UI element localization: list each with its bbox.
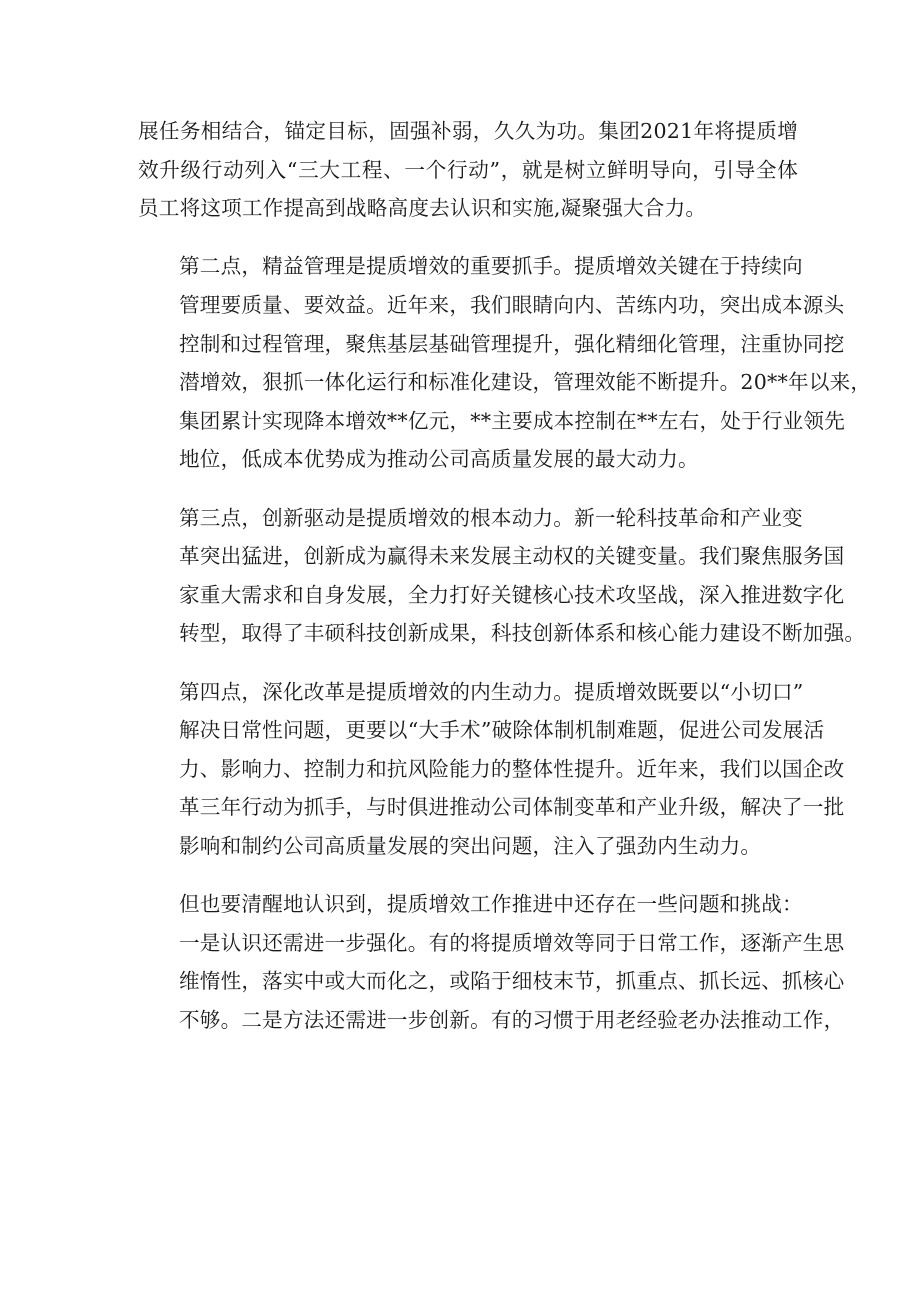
paragraph: [138, 673, 845, 866]
text-line: 但也要清醒地认识到，提质增效工作推进中还存在一些问题和挑战：: [179, 892, 803, 917]
paragraph: [138, 499, 866, 653]
text-line: 影响和制约公司高质量发展的突出问题，注入了强劲内生动力。: [179, 833, 762, 858]
text-line: 解决日常性问题，更要以“大手术”破除体制机制难题，促进公司发展活: [179, 718, 825, 743]
text-line: 员工将这项工作提高到战略高度去认识和实施,凝聚强大合力。: [138, 196, 707, 221]
text-line: 力、影响力、控制力和抗风险能力的整体性提升。近年来，我们以国企改: [179, 756, 845, 781]
text-line: 管理要质量、要效益。近年来，我们眼睛向内、苦练内功，突出成本源头: [179, 292, 845, 317]
text-line: 第三点，创新驱动是提质增效的根本动力。新一轮科技革命和产业变: [179, 505, 803, 530]
text-line: 控制和过程管理，聚焦基层基础管理提升，强化精细化管理，注重协同挖: [179, 331, 845, 356]
text-line: 效升级行动列入“三大工程、一个行动”，就是树立鲜明导向，引导全体: [138, 157, 798, 182]
paragraph: [138, 247, 872, 479]
text-line: 地位，低成本优势成为推动公司高质量发展的最大动力。: [179, 447, 699, 472]
text-line: 第二点，精益管理是提质增效的重要抓手。提质增效关键在于持续向: [179, 254, 803, 279]
text-line: 家重大需求和自身发展，全力打好关键核心技术攻坚战，深入推进数字化: [179, 582, 845, 607]
paragraph: [138, 112, 798, 228]
text-line: 转型，取得了丰硕科技创新成果，科技创新体系和核心能力建设不断加强。: [179, 621, 866, 646]
paragraph: [138, 885, 845, 1039]
text-line: 革三年行动为抓手，与时俱进推动公司体制变革和产业升级，解决了一批: [179, 795, 845, 820]
text-line: 一是认识还需进一步强化。有的将提质增效等同于日常工作，逐渐产生思: [179, 930, 845, 955]
text-line: 集团累计实现降本增效**亿元，**主要成本控制在**左右，处于行业领先: [179, 408, 845, 433]
text-line: 第四点，深化改革是提质增效的内生动力。提质增效既要以“小切口”: [179, 679, 804, 704]
document-body: [138, 112, 872, 1039]
text-line: 维惰性，落实中或大而化之，或陷于细枝末节，抓重点、抓长远、抓核心: [179, 969, 845, 994]
text-line: 潜增效，狠抓一体化运行和标准化建设，管理效能不断提升。20**年以来，: [179, 370, 872, 395]
text-line: 展任务相结合，锚定目标，固强补弱，久久为功。集团2021年将提质增: [138, 119, 798, 143]
text-line: 革突出猛进，创新成为赢得未来发展主动权的关键变量。我们聚焦服务国: [179, 544, 845, 569]
text-line: 不够。二是方法还需进一步创新。有的习惯于用老经验老办法推动工作，: [179, 1007, 845, 1032]
